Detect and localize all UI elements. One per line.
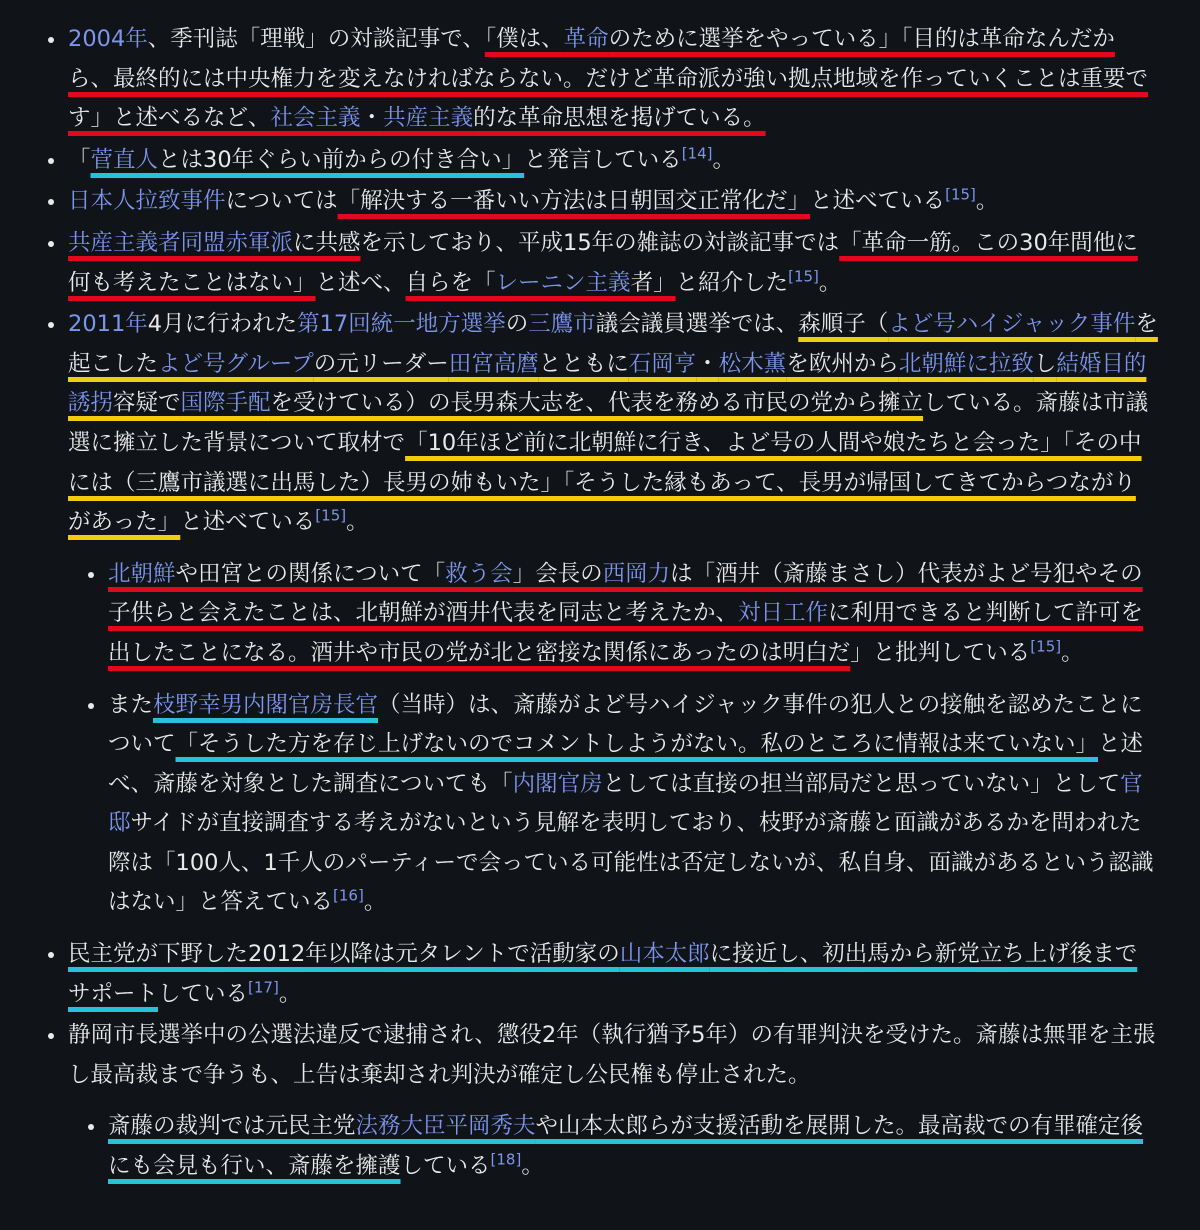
list-item <box>68 305 1158 923</box>
text-segment: 斎藤の裁判では元民主党 <box>108 1113 356 1140</box>
text-segment: ・ <box>360 105 384 132</box>
wiki-link[interactable]: 結婚目的誘拐 <box>68 350 1147 417</box>
bullet-list <box>68 20 1158 1187</box>
text-segment: を欧州から <box>786 350 899 377</box>
citation-link[interactable]: [15] <box>315 506 347 525</box>
text-segment: としては直接の担当部局だと思っていない」として <box>602 770 1121 797</box>
text-segment: 自らを「 <box>405 269 496 296</box>
text-segment: 。 <box>975 188 999 215</box>
nested-list-item <box>108 1107 1158 1186</box>
text-segment: とは30年ぐらい前からの付き合い」 <box>158 146 525 173</box>
text-segment: 静岡市長選挙中の公選法違反で逮捕され、懲役2年（執行猶予5年）の有罪判決を受けた。斎藤は無罪を主張し最高裁まで争うも、上告は棄却され判決が確定し公民権も停止された。 <box>68 1022 1156 1088</box>
citation-link[interactable]: [14] <box>681 144 713 163</box>
wiki-link[interactable]: 法務大臣 <box>355 1113 446 1140</box>
text-segment: と発言している <box>524 146 682 173</box>
text-segment: 」と批判している <box>850 639 1031 666</box>
text-segment: のために選挙をやっている」「目的は革命なんだから、最終的には中央権力を変えなければならない。だけど革命派が強い拠点地域を作っていくことは重要です」 <box>68 26 1149 132</box>
wiki-link[interactable]: 三鷹市 <box>528 311 596 338</box>
wiki-link[interactable]: 共産主義者同盟赤軍派 <box>68 229 294 256</box>
nested-bullet-list <box>108 555 1158 923</box>
text-segment: と述べ、斎藤を対象とした調査についても「 <box>108 731 1144 797</box>
list-item <box>68 20 1158 139</box>
text-segment: を起こした <box>68 311 1158 377</box>
citation-link[interactable]: [15] <box>945 185 976 204</box>
text-segment: ・ <box>696 350 719 377</box>
text-segment: 、季刊誌「理戦」の対談記事で、 <box>147 26 485 52</box>
wiki-link[interactable]: 田宮高麿 <box>448 350 539 377</box>
text-segment: を示しており、平成15年の雑誌の対談記事では <box>360 229 840 256</box>
text-segment: 「革命一筋。この30年間他に何も考えたことはない」 <box>68 229 1138 296</box>
text-segment: 的な革命思想を掲げている。 <box>473 105 766 132</box>
text-segment: と述べている <box>810 188 946 215</box>
wiki-link[interactable]: 西岡力 <box>602 560 671 587</box>
wiki-link[interactable]: 内閣官房長官 <box>243 691 379 718</box>
text-segment: している <box>158 980 249 1007</box>
citation-ref <box>248 978 279 996</box>
text-segment: 森順子（ <box>798 311 889 338</box>
text-segment: また <box>108 691 154 718</box>
text-segment: 。 <box>346 509 369 536</box>
text-segment: 。 <box>1061 639 1084 666</box>
wiki-link[interactable]: 平岡秀夫 <box>445 1113 536 1140</box>
wiki-link[interactable]: 石岡亨 <box>628 350 697 377</box>
text-segment: サイドが直接調査する考えがないという見解を表明しており、枝野が斎藤と面識があるかを問われた際は「100人、1千人のパーティーで会っている可能性は否定しないが、私自身、面識があるという認識はない」と答えている <box>108 810 1154 916</box>
list-item <box>68 1016 1158 1186</box>
citation-link[interactable]: [15] <box>1030 637 1062 656</box>
text-segment: と紹介した <box>675 269 789 296</box>
text-segment: 議会議員選挙では、 <box>595 311 799 338</box>
wiki-link[interactable]: 山本太郎 <box>619 941 710 968</box>
nested-list-item <box>108 555 1158 674</box>
wiki-link[interactable]: よど号グループ <box>158 350 314 377</box>
text-segment: については <box>225 188 338 215</box>
wiki-link[interactable]: 対日工作 <box>738 600 829 627</box>
text-segment: や山本太郎らが支援活動を展開した。最高裁での有罪確定後にも会見も行い、斎藤を擁護 <box>108 1113 1144 1180</box>
nested-list-item <box>108 686 1158 924</box>
text-segment: に利用できると判断して許可を出したことになる。酒井や市民の党が北と密接な関係にあったのは明白だ <box>108 600 1144 666</box>
citation-ref <box>333 887 364 905</box>
wiki-link[interactable]: 救う会 <box>445 560 513 587</box>
wiki-link[interactable]: 松木薫 <box>718 350 787 377</box>
text-segment: 「そうした方を存じ上げないのでコメントしようがない。私のところに情報は来ていない」 <box>175 731 1099 758</box>
wiki-link[interactable]: 菅直人 <box>90 146 159 173</box>
wiki-link[interactable]: 官邸 <box>108 770 1143 837</box>
text-segment: に接近し、初出馬から新党立ち上げ後までサポート <box>68 941 1138 1007</box>
citation-link[interactable]: [17] <box>248 978 279 997</box>
citation-ref <box>491 1151 522 1169</box>
text-segment: を受けている）の長男森大志を、代表を務める市民の党から擁立 <box>270 390 924 417</box>
citation-ref <box>682 144 713 162</box>
wiki-link[interactable]: 枝野幸男 <box>153 691 244 718</box>
text-segment: し <box>1033 350 1057 377</box>
text-segment: 者」 <box>630 269 676 296</box>
wiki-link[interactable]: レーニン主義 <box>495 269 631 296</box>
text-segment: に共感 <box>293 229 361 256</box>
text-segment: 。 <box>818 269 842 296</box>
list-item <box>68 182 1158 222</box>
text-segment: している <box>400 1153 491 1180</box>
wiki-link[interactable]: 2004年 <box>68 26 148 52</box>
list-item <box>68 224 1158 303</box>
citation-ref <box>788 267 819 285</box>
text-segment: の <box>505 311 529 338</box>
text-segment: （当時）は、斎藤がよど号ハイジャック事件の犯人との接触を認めたことについて <box>108 691 1143 758</box>
citation-ref <box>1030 637 1061 655</box>
text-segment: 「10年ほど前に北朝鮮に行き、よど号の人間や娘たちと会った」「その中には（三鷹市議選に出馬した）長男の姉もいた」「そうした縁もあって、長男が帰国してきてからつながりがあった」 <box>68 429 1142 536</box>
wiki-link[interactable]: 2011年 <box>68 311 148 338</box>
wiki-link[interactable]: 社会主義 <box>270 105 361 132</box>
wiki-link[interactable]: 第17回統一地方選挙 <box>297 311 506 338</box>
text-segment: 「僕は、 <box>484 26 564 52</box>
citation-link[interactable]: [18] <box>490 1150 522 1169</box>
wiki-link[interactable]: 北朝鮮に拉致 <box>898 350 1034 377</box>
wiki-link[interactable]: よど号ハイジャック事件 <box>888 311 1136 338</box>
wiki-link[interactable]: 北朝鮮 <box>108 560 176 587</box>
text-segment: とともに <box>538 350 629 377</box>
text-segment: は「酒井（斎藤まさし）代表がよど号犯やその子供らと会えたことは、北朝鮮が酒井代表を同志と考えたか、 <box>108 560 1143 627</box>
text-segment: の元リーダー <box>313 350 449 377</box>
text-segment: 。 <box>521 1153 544 1180</box>
text-segment: 。 <box>278 980 302 1007</box>
wiki-link[interactable]: 共産主義 <box>383 105 474 132</box>
wiki-link[interactable]: 日本人拉致事件 <box>68 188 226 215</box>
list-item <box>68 141 1158 181</box>
text-segment: 容疑で <box>113 390 181 417</box>
citation-ref <box>945 186 976 204</box>
wiki-link[interactable]: 内閣官房 <box>512 770 603 797</box>
text-segment: 民主党が下野した2012年以降は元タレントで活動家の <box>68 941 620 968</box>
text-segment: している。斎藤は市議選に擁立した背景について取材で <box>68 390 1149 456</box>
text-segment: 4月に行われた <box>147 311 298 338</box>
wiki-link[interactable]: 革命 <box>563 26 609 52</box>
text-segment: と述べるなど、 <box>113 105 271 132</box>
nested-bullet-list <box>108 1107 1158 1186</box>
text-segment: 」会長の <box>512 560 603 587</box>
text-segment: 「 <box>68 146 91 173</box>
text-segment: と述べ、 <box>315 269 406 296</box>
citation-link[interactable]: [15] <box>788 267 819 286</box>
citation-ref <box>315 507 346 525</box>
wiki-link[interactable]: 国際手配 <box>180 390 271 417</box>
text-segment: や田宮との関係について「 <box>175 560 446 587</box>
citation-link[interactable]: [16] <box>333 886 364 905</box>
text-segment: 「解決する一番いい方法は日朝国交正常化だ」 <box>337 188 811 215</box>
text-segment: 。 <box>363 889 387 916</box>
list-item <box>68 935 1158 1014</box>
text-segment: 。 <box>712 146 735 173</box>
text-segment: と述べている <box>180 509 316 536</box>
